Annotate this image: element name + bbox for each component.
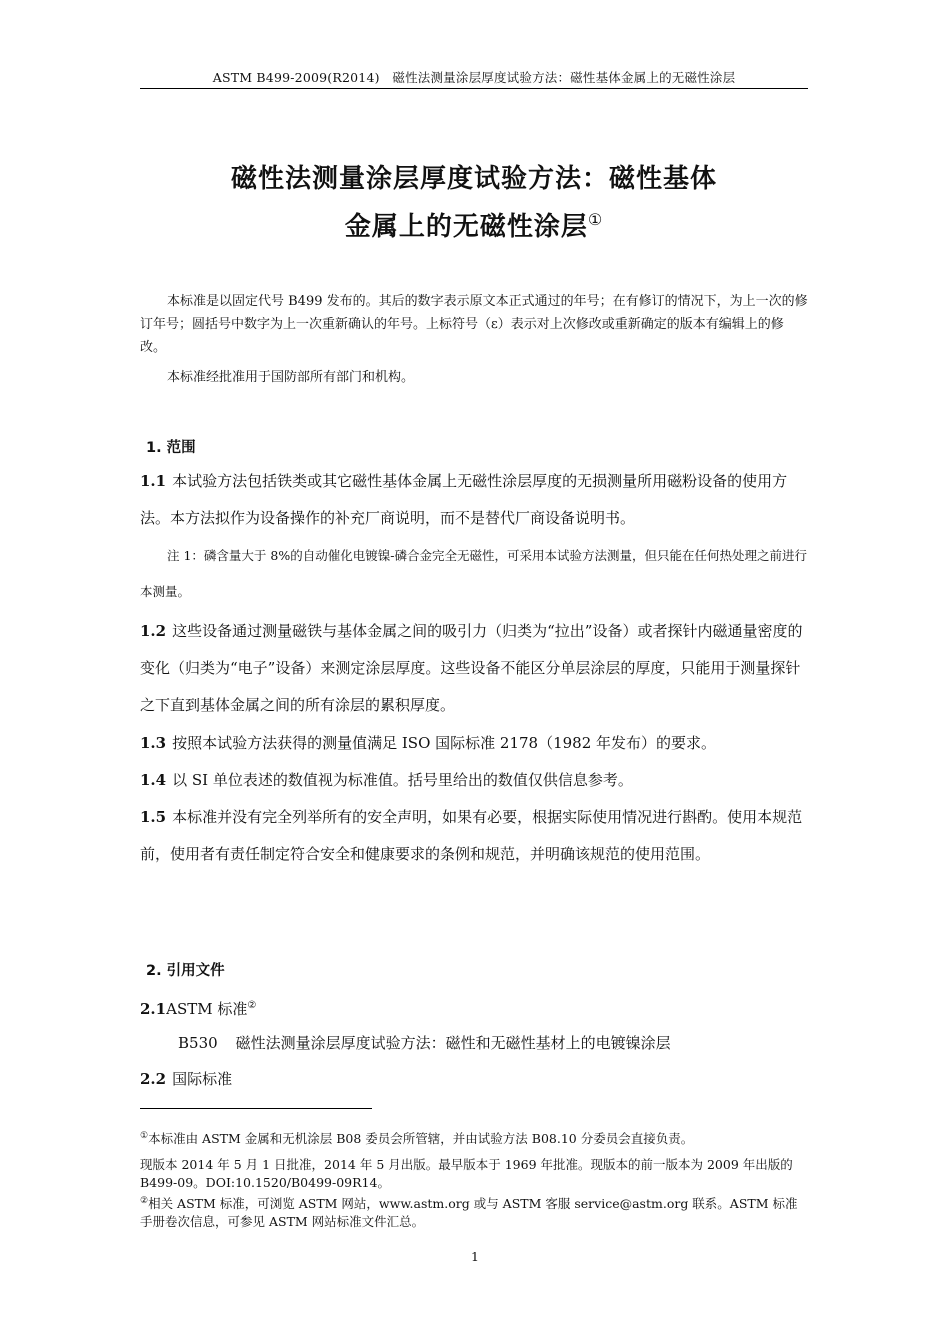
running-header: ASTM B499-2009(R2014) 磁性法测量涂层厚度试验方法：磁性基体金属上的无磁性涂层 — [212, 70, 736, 85]
clause-2-2 — [140, 1061, 808, 1098]
clause-text: 按照本试验方法获得的测量值满足 ISO 国际标准 2178（1982 年发布）的要求。 — [172, 734, 717, 752]
footnote-mark: ① — [140, 1131, 149, 1141]
referenced-standard — [178, 1032, 671, 1053]
clause-1-2 — [140, 613, 808, 724]
section-heading-scope: 1. 范围 — [146, 440, 196, 456]
document-title-line2 — [140, 206, 808, 243]
clause-1-1 — [140, 463, 808, 537]
title-footnote-mark[interactable]: ① — [587, 210, 604, 229]
preface-paragraph: 本标准是以固定代号 B499 发布的。其后的数字表示原文本正式通过的年号；在有修订的情况下，为上一次的修订年号；圆括号中数字为上一次重新确认的年号。上标符号（ε）表示对上次修改或重新确定的版本有编辑上的修改。 — [140, 294, 808, 355]
clause-1-4 — [140, 762, 808, 799]
footnote-1 — [140, 1127, 808, 1148]
standard-title: 磁性法测量涂层厚度试验方法：磁性和无磁性基材上的电镀镍涂层 — [235, 1034, 671, 1052]
clause-text: 本试验方法包括铁类或其它磁性基体金属上无磁性涂层厚度的无损测量所用磁粉设备的使用方法。本方法拟作为设备操作的补充厂商说明，而不是替代厂商设备说明书。 — [140, 472, 788, 527]
clause-2-1 — [140, 987, 808, 1028]
preface-approval: 本标准经批准用于国防部所有部门和机构。 — [167, 370, 415, 385]
footnote-1-continued: 现版本 2014 年 5 月 1 日批准，2014 年 5 月出版。最早版本于 1969 年批准。现版本的前一版本为 2009 年出版的 B499-09。DOI:10.1520/B0499-09R14。 — [140, 1157, 793, 1190]
note-1: 注 1：磷含量大于 8%的自动催化电镀镍-磷合金完全无磁性，可采用本试验方法测量，但只能在任何热处理之前进行本测量。 — [140, 548, 807, 599]
clause-number: 1.5 — [140, 808, 167, 826]
title-text: 金属上的无磁性涂层 — [344, 212, 588, 242]
clause-1-5 — [140, 799, 808, 873]
clause-text: 国际标准 — [172, 1070, 233, 1088]
clause-text: 本标准并没有完全列举所有的安全声明，如果有必要，根据实际使用情况进行斟酌。使用本规范前，使用者有责任制定符合安全和健康要求的条例和规范，并明确该规范的使用范围。 — [140, 808, 803, 863]
clause-number: 2.2 — [140, 1070, 167, 1088]
clause-1-3 — [140, 725, 808, 762]
footnote-mark: ② — [140, 1196, 149, 1206]
footnote-2 — [140, 1192, 808, 1231]
standard-code: B530 — [178, 1034, 218, 1052]
clause-number: 1.4 — [140, 771, 167, 789]
footnote-mark-2[interactable]: ② — [247, 1000, 257, 1011]
clause-number: 1.1 — [140, 472, 167, 490]
clause-text: 以 SI 单位表述的数值视为标准值。括号里给出的数值仅供信息参考。 — [172, 771, 633, 789]
clause-number: 1.2 — [140, 622, 167, 640]
clause-number: 1.3 — [140, 734, 167, 752]
footnote-divider — [140, 1108, 372, 1109]
footnote-text: 相关 ASTM 标准，可浏览 ASTM 网站，www.astm.org 或与 ASTM 客服 service@astm.org 联系。ASTM 标准手册卷次信息，可参见 ASTM 网站标准文件汇总。 — [140, 1196, 798, 1229]
footnote-text: 本标准由 ASTM 金属和无机涂层 B08 委员会所管辖，并由试验方法 B08.10 分委员会直接负责。 — [148, 1131, 694, 1146]
clause-text: ASTM 标准 — [166, 1000, 248, 1018]
page-number: 1 — [471, 1249, 479, 1264]
document-title-line1: 磁性法测量涂层厚度试验方法：磁性基体 — [230, 164, 717, 194]
clause-number: 2.1 — [140, 1000, 167, 1018]
section-heading-references: 2. 引用文件 — [146, 963, 225, 979]
clause-text: 这些设备通过测量磁铁与基体金属之间的吸引力（归类为“拉出”设备）或者探针内磁通量密度的变化（归类为“电子”设备）来测定涂层厚度。这些设备不能区分单层涂层的厚度，只能用于测量探针之下直到基体金属之间的所有涂层的累积厚度。 — [140, 622, 803, 714]
header-divider — [140, 88, 808, 89]
